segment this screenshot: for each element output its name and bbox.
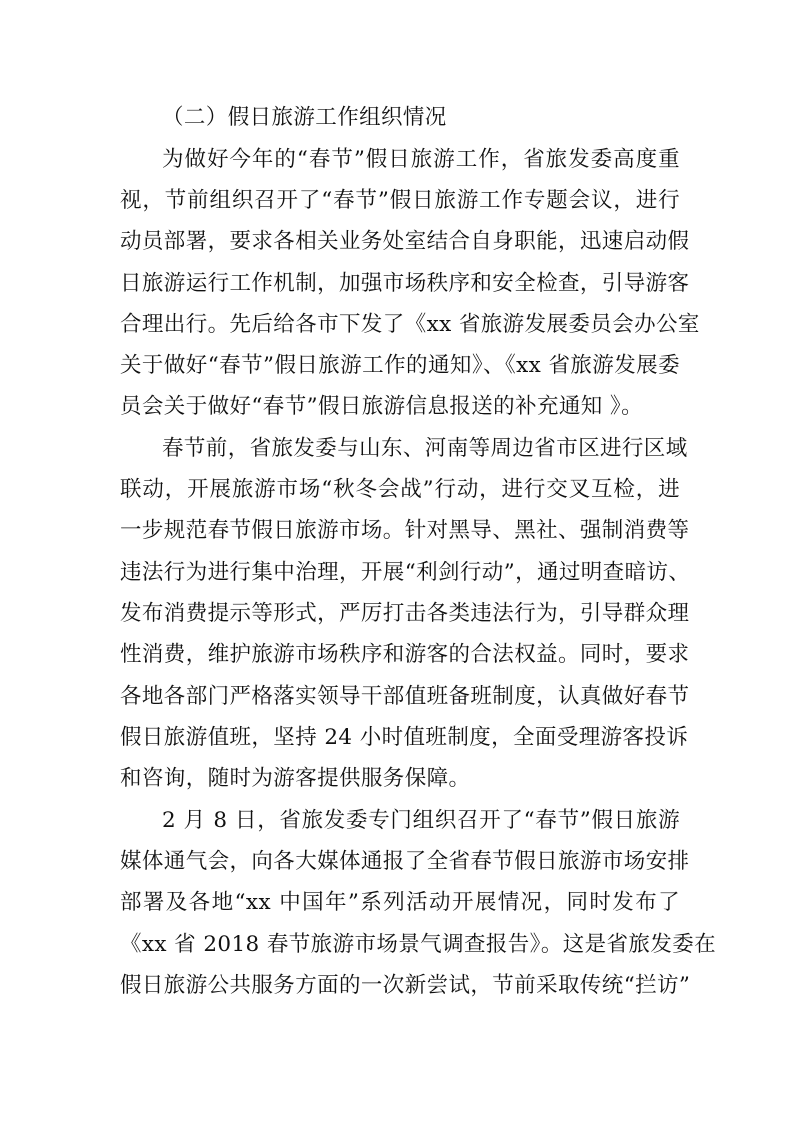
paragraph-3-line-4: 《xx 省 2018 春节旅游市场景气调查报告》。这是省旅发委在 [120,932,717,957]
paragraph-2-line-2: 联动，开展旅游市场“秋冬会战”行动，进行交叉互检，进 [120,477,680,502]
section-heading: （二）假日旅游工作组织情况 [162,105,447,130]
paragraph-3-line-2: 媒体通气会，向各大媒体通报了全省春节假日旅游市场安排 [120,849,690,874]
paragraph-1-line-5: 合理出行。先后给各市下发了《xx 省旅游发展委员会办公室 [120,312,700,337]
paragraph-1-line-2: 视，节前组织召开了“春节”假日旅游工作专题会议，进行 [120,188,680,213]
paragraph-2-line-8: 假日旅游值班，坚持 24 小时值班制度，全面受理游客投诉 [120,725,689,750]
paragraph-1-line-7: 员会关于做好“春节”假日旅游信息报送的补充通知 》。 [120,394,643,419]
paragraph-1-line-1: 为做好今年的“春节”假日旅游工作，省旅发委高度重 [162,147,680,172]
paragraph-2-line-5: 发布消费提示等形式，严厉打击各类违法行为，引导群众理 [120,601,690,626]
paragraph-1-line-6: 关于做好“春节”假日旅游工作的通知》、《xx 省旅游发展委 [120,353,680,378]
paragraph-1-line-4: 日旅游运行工作机制，加强市场秩序和安全检查，引导游客 [120,271,690,296]
paragraph-3-line-5: 假日旅游公共服务方面的一次新尝试，节前采取传统“拦访” [120,973,691,998]
paragraph-2-line-3: 一步规范春节假日旅游市场。针对黑导、黑社、强制消费等 [120,518,690,543]
paragraph-3-line-3: 部署及各地“xx 中国年”系列活动开展情况，同时发布了 [120,890,680,915]
paragraph-2-line-7: 各地各部门严格落实领导干部值班备班制度，认真做好春节 [120,684,690,709]
paragraph-2-line-1: 春节前，省旅发委与山东、河南等周边省市区进行区域 [162,436,688,461]
paragraph-2-line-9: 和咨询，随时为游客提供服务保障。 [120,766,471,791]
paragraph-2-line-6: 性消费，维护旅游市场秩序和游客的合法权益。同时，要求 [120,642,690,667]
paragraph-2-line-4: 违法行为进行集中治理，开展“利剑行动”，通过明查暗访、 [120,560,691,585]
paragraph-1-line-3: 动员部署，要求各相关业务处室结合自身职能，迅速启动假 [120,229,690,254]
paragraph-3-line-1: 2 月 8 日，省旅发委专门组织召开了“春节”假日旅游 [162,808,680,833]
